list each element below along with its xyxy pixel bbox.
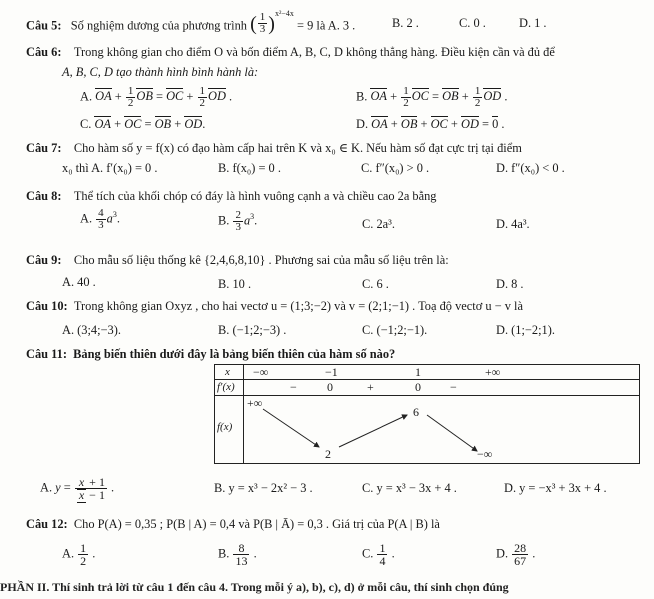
answer-b: B. (−1;2;−3) .: [218, 323, 287, 337]
answer-d: D. 1 .: [519, 16, 547, 30]
question-text: Số nghiệm dương của phương trình: [70, 18, 248, 33]
answer-b: B. 2 .: [392, 16, 419, 30]
question-10: Câu 10: Trong không gian Oxyz , cho hai vectơ u = (1;3;−2) và v = (2;1;−1) . Toạ độ vectơ u − v là: [26, 299, 523, 313]
answer-d: D. y = −x³ + 3x + 4 .: [504, 481, 607, 495]
answer-b: B. $\frac{2}{3}$ $a^3$.: [218, 209, 258, 233]
variation-arrows: [215, 365, 505, 463]
answer-c: C. 0 .: [459, 16, 486, 30]
answer-c: C. y = x³ − 3x + 4 .: [362, 481, 457, 495]
question-11: Câu 11: Bảng biến thiên dưới đây là bảng biến thiên của hàm số nào?: [26, 347, 396, 361]
answer-d: D. $\frac{28}{67}$ .: [496, 541, 536, 568]
equation: ( $\frac{1}{3}$ ) $^{x^2-4x}$: [250, 9, 294, 35]
question-9: Câu 9: Cho mẫu số liệu thống kê {2,4,6,8,10} . Phương sai của mẫu số liệu trên là:: [26, 253, 449, 267]
answer-a: A. OA + $\frac{1}{2}$ OB = OC + $\frac{1}{2}$ OD .: [80, 85, 233, 109]
answer-c: C. (−1;2;−1).: [362, 323, 428, 337]
answer-b: B. 10 .: [218, 277, 252, 291]
arrow-down-1: [263, 409, 319, 447]
question-6: Câu 6: Trong không gian cho điểm O và bốn điểm A, B, C, D không thẳng hàng. Điều kiện cần và đủ để: [26, 45, 555, 59]
section-footer-text: PHẦN II. Thí sinh trả lời từ câu 1 đến câu 4. Trong mỗi ý a), b), c), d) ở mỗi câu, thí sinh chọn đúng: [0, 580, 509, 594]
answer-a: A. $\frac{4}{3}$ $a^3$.: [80, 207, 120, 231]
answer-c: C. 2a³.: [362, 217, 395, 231]
answer-d: D. 4a³.: [496, 217, 530, 231]
answer-c: C. $\frac{1}{4}$ .: [362, 541, 395, 568]
answer-a: A. 40 .: [62, 275, 96, 289]
arrow-up: [339, 415, 407, 447]
answer-c: C. 6 .: [362, 277, 389, 291]
question-12: Câu 12: Cho P(A) = 0,35 ; P(B | A) = 0,4 và P(B | Ā) = 0,3 . Giá trị của P(A | B) là: [26, 517, 440, 531]
question-number: Câu 5:: [26, 18, 62, 33]
answer-b: B. y = x³ − 2x² − 3 .: [214, 481, 313, 495]
exam-page: Câu 5: Số nghiệm dương của phương trình ( $\frac{1}{3}$ ) $^{x^2-4x}$ = 9 là A. 3 . B. 2 . C. 0 . D. 1 . Câu 6: Trong không gian cho điểm O và bốn điểm A, B, C, D không thẳng hàng. Điều kiện cần và đủ để A, B, C, D tạo thành hình bình hành là: A. OA + $\frac{1}{2}$ OB = OC + $\frac{1}{2}$ OD . B. OA + $\frac{1}{2}$ OC = OB + $\frac{1}{2}$ OD . C. OA + OC = OB + OD. D. OA + OB + OC + OD = 0 . Câu 7: Cho hàm số y = f(x) có đạo hàm cấp hai trên K và x₀ ∈ K. Nếu hàm số đạt cực trị tại điểm x₀ thì A. f′(x₀) = 0 . B. f(x₀) = 0 . C. f″(x₀) > 0 . D. f″(x₀) < 0 . Câu 8: Thể tích của khối chóp có đáy là hình vuông cạnh a và chiều cao 2a bằng A. $\frac{4}{3}$ $a^3$. B. $\frac{2}{3}$ $a^3$. C. 2a³. D. 4a³. Câu 9: Cho mẫu số liệu thống kê {2,4,6,8,10} . Phương sai của mẫu số liệu trên là: A. 40 . B. 10 . C. 6 . D. 8 . Câu 10: Trong không gian Oxyz , cho hai vectơ u = (1;3;−2) và v = (2;1;−1) . Toạ độ vectơ u − v là A. (3;4;−3). B. (−1;2;−3) . C. (−1;2;−1). D. (1;−2;1). Câu 11: Bảng biến thiên dưới đây là bảng biến thiên của hàm số nào? x f′(x) f(x) −∞ −1 1 +∞ − 0 + 0 − +∞ 6 2 −∞ A. y = $\frac{x + 1}{x - 1}$ . B. y = x³ − 2x² − 3 . C. y = x³ − 3x + 4 . D. y = −x³ + 3x + 4 . Câu 12: Cho P(A) = 0,35 ; P(B | A) = 0,4 và P(B | Ā) = 0,3 . Giá trị của P(A | B) là A. $\frac{1}{2}$ . B. $\frac{8}{13}$ . C. $\frac{1}{4}$ . D. $\frac{28}{67}$ . PHẦN II. Thí sinh trả lời từ câu 1 đến câu 4. Trong mỗi ý a), b), c), d) ở mỗi câu, thí sinh chọn đúng: [0, 0, 654, 599]
answer-b: B. OA + $\frac{1}{2}$ OC = OB + $\frac{1}{2}$ OD .: [356, 85, 508, 109]
answer-b: B. $\frac{8}{13}$ .: [218, 541, 257, 568]
variation-table: x f′(x) f(x) −∞ −1 1 +∞ − 0 + 0 − +∞ 6 2 −∞: [214, 364, 640, 464]
answer-d: D. (1;−2;1).: [496, 323, 555, 337]
arrow-down-2: [427, 415, 477, 451]
answer-a: x₀ thì A. f′(x₀) = 0 .: [62, 161, 158, 175]
answer-a: A. (3;4;−3).: [62, 323, 121, 337]
question-7: Câu 7: Cho hàm số y = f(x) có đạo hàm cấp hai trên K và x₀ ∈ K. Nếu hàm số đạt cực trị tại điểm: [26, 141, 522, 155]
question-5: Câu 5: Số nghiệm dương của phương trình ( $\frac{1}{3}$ ) $^{x^2-4x}$ = 9 là A. 3 .: [26, 9, 356, 35]
answer-d: D. OA + OB + OC + OD = 0 .: [356, 117, 505, 131]
answer-d: D. 8 .: [496, 277, 524, 291]
answer-b: B. f(x₀) = 0 .: [218, 161, 281, 175]
answer-a: A. $\frac{1}{2}$ .: [62, 541, 96, 568]
question-8: Câu 8: Thể tích của khối chóp có đáy là hình vuông cạnh a và chiều cao 2a bằng: [26, 189, 437, 203]
answer-c: C. OA + OC = OB + OD.: [80, 117, 206, 131]
answer-c: C. f″(x₀) > 0 .: [361, 161, 430, 175]
answer-d: D. f″(x₀) < 0 .: [496, 161, 565, 175]
